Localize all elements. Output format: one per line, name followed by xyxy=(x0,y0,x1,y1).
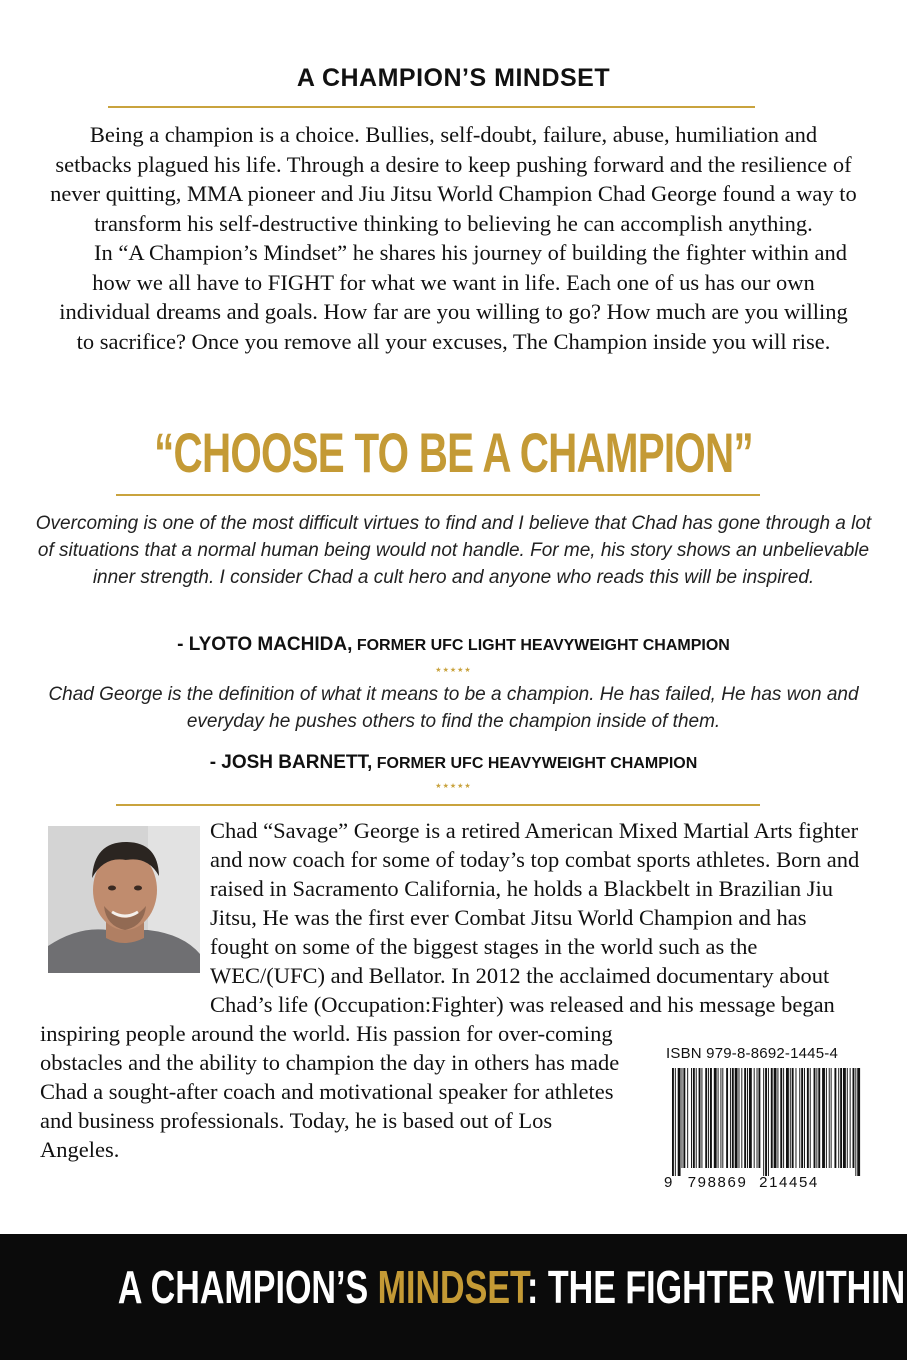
barcode-bar xyxy=(730,1068,731,1168)
barcode-bar xyxy=(687,1068,688,1168)
isbn-digits-group2: 214454 xyxy=(759,1174,819,1191)
barcode-bar xyxy=(774,1068,777,1168)
barcode-bar xyxy=(744,1068,746,1168)
barcode-bar xyxy=(780,1068,782,1168)
barcode-bars xyxy=(664,1068,866,1176)
barcode-bar xyxy=(801,1068,803,1168)
barcode-bar xyxy=(792,1068,794,1168)
barcode-bar xyxy=(701,1068,702,1168)
barcode-bar xyxy=(814,1068,816,1168)
testimonial-1-stars: ★★★★★ xyxy=(435,666,472,674)
barcode-bar xyxy=(855,1068,856,1176)
footer-title xyxy=(117,1260,906,1314)
slogan: “CHOOSE TO BE A CHAMPION” xyxy=(154,421,753,484)
barcode-bar xyxy=(822,1068,825,1168)
barcode-bar xyxy=(758,1068,760,1168)
testimonial-divider xyxy=(116,804,760,806)
barcode-bar xyxy=(786,1068,789,1168)
footer-title-part1: A CHAMPION’S xyxy=(117,1261,378,1313)
isbn-label: ISBN 979-8-8692-1445-4 xyxy=(666,1045,839,1062)
testimonial-2-role: FORMER UFC HEAVYWEIGHT CHAMPION xyxy=(376,755,698,772)
footer-title-part2: MINDSET xyxy=(377,1261,528,1313)
barcode-bar xyxy=(739,1068,740,1168)
barcode-bar xyxy=(826,1068,827,1168)
photo-wrap-space xyxy=(40,816,210,991)
barcode-bar xyxy=(708,1068,709,1168)
barcode-bar xyxy=(763,1068,764,1176)
barcode-bar xyxy=(691,1068,692,1168)
barcode-bar xyxy=(807,1068,809,1168)
barcode-bar xyxy=(799,1068,800,1168)
slogan-divider xyxy=(116,494,760,496)
barcode-bar xyxy=(783,1068,784,1168)
barcode-bar xyxy=(693,1068,695,1168)
title-divider xyxy=(108,106,755,108)
barcode-bar xyxy=(810,1068,811,1168)
barcode-bar xyxy=(747,1068,748,1168)
testimonial-1-attribution xyxy=(0,634,907,656)
barcode-bar xyxy=(714,1068,717,1168)
barcode-bar xyxy=(853,1068,855,1168)
isbn-barcode xyxy=(664,1068,866,1194)
barcode-bar xyxy=(840,1068,842,1168)
barcode-bar xyxy=(754,1068,755,1168)
barcode-bar xyxy=(850,1068,851,1168)
barcode-bar xyxy=(722,1068,723,1168)
testimonial-2-quote: Chad George is the definition of what it means to be a champion. He has failed, He has won and everyday he pushes others to find the champion inside of them. xyxy=(48,684,859,732)
barcode-bar xyxy=(831,1068,832,1168)
barcode-bar xyxy=(749,1068,752,1168)
footer-title-part3: : THE FIGHTER WITHIN xyxy=(527,1261,906,1313)
author-bio-text: Chad “Savage” George is a retired American Mixed Martial Arts fighter and now coach for some of today’s top combat sports athletes. Born and raised in Sacramento California, he holds a Blackbelt in Brazilian Jiu Jitsu, He was the first ever Combat Jitsu World Champion and has fought on some of the biggest stages in the world such as the WEC/(UFC) and Bellator. In 2012 the acclaimed documentary about Chad’s life (Occupation:Fighter) was released and his message began inspiring people around the world. His passion for over-coming obstacles and the ability to champion the day in others has made Chad a sought-after coach and motivational speaker for athletes and business professionals. Today, he is based out of Los Angeles. xyxy=(40,818,860,1162)
book-title: A CHAMPION’S MINDSET xyxy=(296,64,611,92)
barcode-bar xyxy=(765,1068,767,1176)
barcode-bar xyxy=(838,1068,839,1168)
barcode-bar xyxy=(768,1068,769,1176)
barcode-bar xyxy=(735,1068,738,1168)
barcode-bar xyxy=(710,1068,712,1168)
barcode-bar xyxy=(672,1068,674,1176)
testimonial-2-name: - JOSH BARNETT, xyxy=(209,752,373,773)
barcode-bar xyxy=(857,1068,860,1176)
isbn-digit-first: 9 xyxy=(664,1174,674,1191)
barcode-bar xyxy=(818,1068,820,1168)
barcode-bar xyxy=(757,1068,758,1168)
barcode-bar xyxy=(699,1068,701,1168)
isbn-digits-group1: 798869 xyxy=(687,1174,748,1191)
testimonial-2-attribution xyxy=(0,752,907,774)
barcode-bar xyxy=(741,1068,742,1168)
testimonial-1-quote: Overcoming is one of the most difficult virtues to find and I believe that Chad has gone through a lot of situations that a normal human being would not handle. For me, his story shows an unbelievable inner strength. I consider Chad a cult hero and anyone who reads this will be inspired. xyxy=(35,513,872,588)
barcode-bar xyxy=(732,1068,734,1168)
barcode-bar xyxy=(847,1068,848,1168)
barcode-bar xyxy=(771,1068,773,1168)
barcode-bar xyxy=(718,1068,719,1168)
barcode-bar xyxy=(804,1068,805,1168)
barcode-bar xyxy=(720,1068,721,1168)
testimonial-2-stars: ★★★★★ xyxy=(435,782,472,790)
barcode-bar xyxy=(790,1068,791,1168)
barcode-bar xyxy=(829,1068,830,1168)
barcode-bar xyxy=(675,1068,676,1176)
book-blurb xyxy=(50,120,857,356)
barcode-bar xyxy=(683,1068,685,1168)
barcode-bar xyxy=(816,1068,817,1168)
barcode-bar xyxy=(678,1068,681,1176)
barcode-bar xyxy=(796,1068,797,1168)
testimonial-1-role: FORMER UFC LIGHT HEAVYWEIGHT CHAMPION xyxy=(356,637,730,654)
barcode-bar xyxy=(843,1068,846,1168)
barcode-bar xyxy=(682,1068,683,1168)
barcode-bar xyxy=(834,1068,836,1168)
barcode-bar xyxy=(726,1068,728,1168)
blurb-paragraph-2: In “A Champion’s Mindset” he shares his journey of building the fighter within and how we all have to FIGHT for what we want in life. Each one of us has our own individual dreams and goals. How far are you willing to go? How much are you willing to sacrifice? Once you remove all your excuses, The Champion inside you will rise. xyxy=(59,240,848,354)
barcode-bar xyxy=(777,1068,778,1168)
testimonial-1-name: - LYOTO MACHIDA, xyxy=(177,634,353,655)
barcode-bar xyxy=(705,1068,707,1168)
barcode-bar xyxy=(696,1068,697,1168)
blurb-paragraph-1: Being a champion is a choice. Bullies, self-doubt, failure, abuse, humiliation and setbacks plagued his life. Through a desire to keep pushing forward and the resilience of never quitting, MMA pioneer and Jiu Jitsu World Champion Chad George found a way to transform his self-destructive thinking to believing he can accomplish anything. xyxy=(50,122,857,236)
